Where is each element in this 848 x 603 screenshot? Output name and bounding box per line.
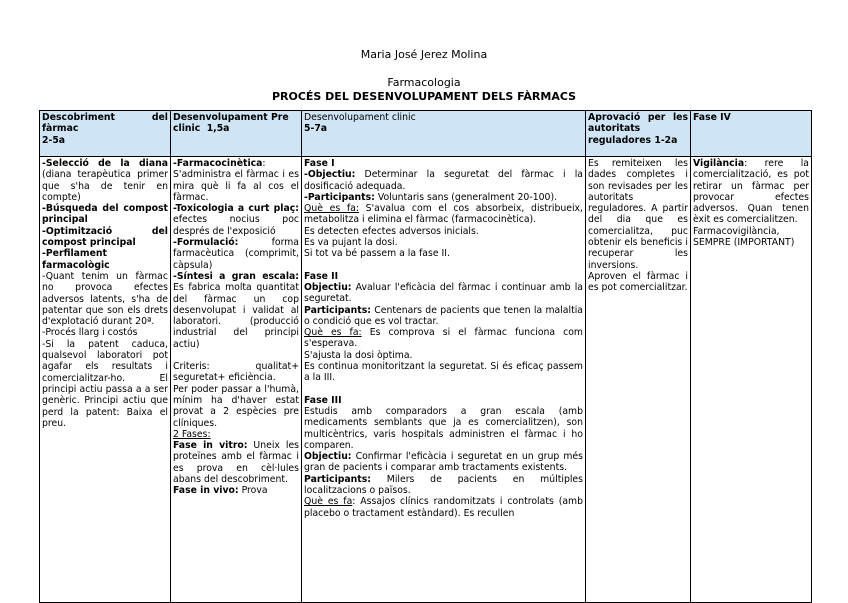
paragraph [304, 248, 583, 259]
paragraph-text: Per poder passar a l'humà, mínim ha d'haver estat provat a 2 espècies pre clíniques. [173, 383, 299, 429]
bold-term: -Participants: [304, 191, 375, 203]
paragraph [173, 361, 299, 384]
paragraph-text: Es detecten efectes adversos inicials. [304, 225, 479, 237]
paragraph-text: forma farmacèutica (comprimit, càpsula) [173, 237, 299, 271]
paragraph-text: : rere la comercialització, es pot retirar un fàrmac per provocar efectes adversos. Quan tenen èxit es comercialitzen. [693, 158, 809, 226]
paragraph-text: Es continua monitoritzant la seguretat. Si és eficaç passem a la III. [304, 361, 583, 384]
paragraph [588, 158, 688, 271]
bold-term: Fase I [304, 158, 335, 169]
paragraph [173, 485, 299, 496]
paragraph [304, 327, 583, 350]
drug-development-table [39, 110, 812, 603]
paragraph-text: Confirmar l'eficàcia i seguretat en un grup més gran de pacients i comparar amb tractaments existents. [304, 451, 583, 474]
table-header-row [40, 111, 812, 157]
bold-term: -Optimització del compost principal [42, 225, 168, 249]
paragraph [304, 361, 583, 384]
table-body-row [40, 157, 812, 603]
paragraph-text: (diana terapèutica primer que s'ha de tenir en compte) [42, 169, 168, 203]
underlined-term: Què es fa [304, 496, 353, 508]
paragraph-text: -Quant tenim un fàrmac no provoca efectes adversos latents, s'ha de patentar que son els drets d'explotació durant 20ª. [42, 270, 168, 328]
underlined-term: 2 Fases: [173, 428, 211, 440]
bold-term: -Selecció de la diana [42, 158, 168, 169]
paragraph [304, 169, 583, 192]
paragraph [304, 451, 583, 474]
paragraph [304, 237, 583, 248]
bold-term: -Búsqueda del compost principal [42, 203, 168, 226]
bold-term: Participants: [304, 473, 371, 485]
paragraph [173, 203, 299, 237]
paragraph-text: Avaluar l'eficàcia del fàrmac i continuar amb la seguretat. [304, 281, 583, 305]
paragraph-text: S'ajusta la dosi òptima. [304, 349, 413, 361]
paragraph [693, 226, 809, 249]
paragraph-text: Es va pujant la dosi. [304, 237, 398, 249]
paragraph [42, 327, 168, 338]
bold-term: Objectiu: [304, 451, 352, 463]
spacer [304, 260, 583, 271]
paragraph [173, 384, 299, 429]
bold-term: Fase in vivo: [173, 485, 239, 497]
bold-term: -Síntesi a gran escala: [173, 270, 299, 282]
column-header-approval [586, 111, 691, 157]
bold-term: -Toxicologia a curt plaç: [173, 203, 299, 215]
column-duration: 2-5a [42, 134, 66, 146]
underlined-term: Què es fa: [304, 327, 362, 339]
bold-term: -Formulació: [173, 237, 239, 249]
paragraph [173, 440, 299, 485]
paragraph [304, 406, 583, 451]
paragraph [304, 192, 583, 203]
column-header-preclinical [171, 111, 302, 157]
paragraph-text: Criteris: qualitat+ seguretat+ eficiència. [173, 361, 299, 384]
paragraph-text: Voluntaris sans (generalment 20-100). [374, 191, 558, 203]
bold-term: Fase II [304, 270, 339, 282]
paragraph-text: S'avalua com el cos absorbeix, distribueix, metabolitza i elimina el fàrmac (farmacocinètica). [304, 203, 583, 226]
paragraph-text: : S'administra el fàrmac i es mira què li fa al cos el fàrmac. [173, 158, 299, 203]
bold-term: Fase III [304, 394, 342, 406]
paragraph-text: Es remiteixen les dades completes i son revisades per les autoritats reguladores. A partir del dia que es comercialitza, puc obtenir els beneficis i recuperar les inversions. [588, 158, 688, 271]
paragraph [693, 158, 809, 226]
paragraph [42, 226, 168, 249]
underlined-term: Què es fa: [304, 203, 359, 215]
column-header-discovery [40, 111, 171, 157]
paragraph-text: -Si la patent caduca, qualsevol laboratori pot agafar els resultats i comercialitzar-ho. El principi actiu passa a a ser genèric. Principi actiu que perd la patent: Baixa el preu. [42, 338, 168, 429]
column-title: Descobriment del fàrmac [42, 112, 168, 135]
paragraph [42, 203, 168, 226]
paragraph [173, 237, 299, 271]
paragraph [588, 271, 688, 294]
column-title: Aprovació per les autoritats reguladores 1-2a [588, 112, 688, 146]
column-title: Desenvolupament Pre clinic 1,5a [173, 112, 289, 135]
cell-preclinical [171, 157, 302, 603]
column-duration: 5-7a [304, 123, 328, 135]
paragraph [304, 158, 583, 169]
paragraph [304, 271, 583, 282]
spacer [304, 384, 583, 395]
paragraph [42, 248, 168, 271]
paragraph [304, 203, 583, 226]
paragraph [304, 474, 583, 497]
paragraph-text: Prova [238, 485, 268, 497]
column-title: Fase IV [693, 112, 731, 123]
paragraph [304, 395, 583, 406]
paragraph [42, 339, 168, 429]
document-subject: Farmacologia [387, 76, 461, 89]
column-header-clinical [302, 111, 586, 157]
document-author: Maria José Jerez Molina [360, 48, 488, 61]
paragraph [42, 271, 168, 327]
paragraph [304, 496, 583, 519]
paragraph [304, 226, 583, 237]
paragraph-text: Es fabrica molta quantitat del fàrmac un cop desenvolupat i validat al laboratori. (producció industrial del principi actiu) [173, 282, 299, 350]
paragraph-text: Determinar la seguretat del fàrmac i la dosificació adequada. [304, 169, 583, 192]
bold-term: Fase in vitro: [173, 440, 248, 452]
paragraph [173, 271, 299, 350]
bold-term: -Farmacocinètica [173, 158, 263, 169]
column-title: Desenvolupament clinic [304, 112, 416, 123]
paragraph [42, 158, 168, 203]
bold-term: Objectiu: [304, 281, 352, 293]
cell-clinical [302, 157, 586, 603]
paragraph-text: Farmacovigilància, SEMPRE (IMPORTANT) [693, 225, 795, 249]
paragraph-text: Es comprova si el fàrmac funciona com s'esperava. [304, 327, 583, 350]
paragraph [173, 429, 299, 440]
paragraph-text: -Procés llarg i costós [42, 327, 138, 339]
spacer [173, 350, 299, 361]
document-title: PROCÉS DEL DESENVOLUPAMENT DELS FÀRMACS [271, 90, 577, 103]
paragraph-text: efectes nocius poc després de l'exposició [173, 214, 299, 237]
paragraph-text: Estudis amb comparadors a gran escala (amb medicaments semblants que ja es comercialitzen), son multicèntrics, varis hospitals administren el fàrmac i ho comparen. [304, 405, 583, 451]
paragraph-text: Uneix les proteïnes amb el fàrmac i es prova en cèl·lules abans del descobriment. [173, 440, 299, 486]
paragraph [304, 350, 583, 361]
cell-phase-iv [691, 157, 812, 603]
bold-term: Vigilància [693, 158, 745, 169]
column-header-phase-iv [691, 111, 812, 157]
paragraph [304, 282, 583, 305]
bold-term: -Perfilament farmacològic [42, 248, 110, 271]
paragraph-text: Centenars de pacients que tenen la malaltia o condició que es vol tractar. [304, 304, 583, 327]
paragraph [173, 158, 299, 203]
paragraph-text: Milers de pacients en múltiples localitzacions o països. [304, 473, 583, 497]
bold-term: Participants: [304, 304, 371, 316]
cell-approval [586, 157, 691, 603]
paragraph [304, 305, 583, 328]
cell-discovery [40, 157, 171, 603]
bold-term: -Objectiu: [304, 169, 356, 181]
paragraph-text: Aproven el fàrmac i es pot comercialitzar. [588, 270, 688, 294]
paragraph-text: Si tot va bé passem a la fase II. [304, 248, 450, 260]
paragraph-text: : Assajos clínics randomitzats i controlats (amb placebo o tractament estàndard). Es recullen [304, 496, 583, 519]
